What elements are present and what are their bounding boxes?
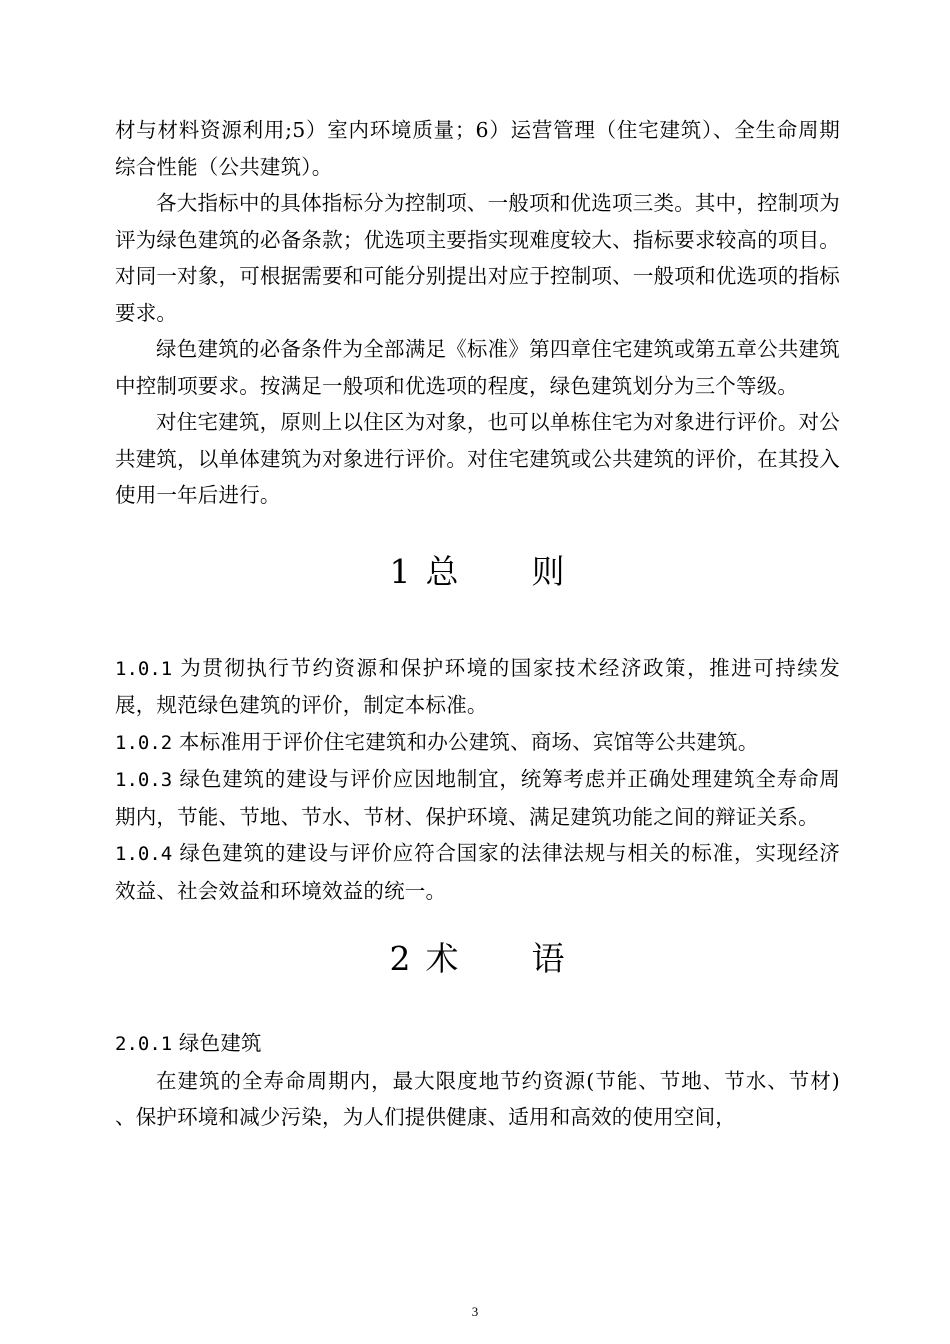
- definition-green-building: 在建筑的全寿命周期内，最大限度地节约资源(节能、节地、节水、节材) 、保护环境和减少污染，为人们提供健康、适用和高效的使用空间，: [115, 1068, 840, 1129]
- clause-text: 绿色建筑的建设与评价应符合国家的法律法规与相关的标准，实现经济效益、社会效益和环境效益的统一。: [115, 841, 840, 903]
- clause-1-0-1: [115, 650, 840, 724]
- clause-text: 为贯彻执行节约资源和保护环境的国家技术经济政策，推进可持续发展，规范绿色建筑的评价，制定本标准。: [115, 655, 840, 717]
- clause-text: 绿色建筑的建设与评价应因地制宜，统筹考虑并正确处理建筑全寿命周期内，节能、节地、节水、节材、保护环境、满足建筑功能之间的辩证关系。: [115, 767, 840, 829]
- intro-paragraph-3: 绿色建筑的必备条件为全部满足《标准》第四章住宅建筑或第五章公共建筑中控制项要求。按满足一般项和优选项的程度，绿色建筑划分为三个等级。: [115, 337, 840, 398]
- clause-number: 1.0.3: [115, 769, 173, 791]
- clause-text: 本标准用于评价住宅建筑和办公建筑、商场、宾馆等公共建筑。: [172, 729, 759, 754]
- intro-paragraph-4: 对住宅建筑，原则上以住区为对象，也可以单栋住宅为对象进行评价。对公共建筑，以单体建筑为对象进行评价。对住宅建筑或公共建筑的评价，在其投入使用一年后进行。: [115, 410, 840, 507]
- page-number: 3: [471, 1304, 479, 1319]
- chapter-1-number: 1: [389, 551, 412, 591]
- clause-number: 2.0.1: [115, 1033, 173, 1055]
- intro-paragraph-2: 各大指标中的具体指标分为控制项、一般项和优选项三类。其中，控制项为评为绿色建筑的必备条款；优选项主要指实现难度较大、指标要求较高的项目。对同一对象，可根据需要和可能分别提出对应于控制项、一般项和优选项的指标要求。: [115, 191, 840, 325]
- chapter-1-title-char-1: 总: [425, 551, 460, 591]
- clause-1-0-4: [115, 835, 840, 909]
- chapter-2-number: 2: [389, 939, 412, 978]
- intro-paragraph-1: 材与材料资源利用;5）室内环境质量；6）运营管理（住宅建筑）、全生命周期综合性能（公共建筑）。: [115, 118, 840, 179]
- clause-number: 1.0.4: [115, 843, 173, 865]
- clause-2-0-1: [115, 1025, 840, 1063]
- clause-1-0-3: [115, 761, 840, 835]
- clause-number: 1.0.2: [115, 731, 173, 754]
- chapter-2-title-char-1: 术: [425, 939, 460, 978]
- clause-text: 绿色建筑: [172, 1031, 262, 1055]
- chapter-2-heading: [115, 939, 840, 979]
- page-content: [115, 112, 840, 1136]
- clause-number: 1.0.1: [115, 657, 173, 680]
- clause-1-0-2: [115, 724, 840, 762]
- chapter-2-title-char-2: 语: [531, 939, 566, 978]
- chapter-1-heading: [115, 552, 840, 592]
- chapter-1-title-char-2: 则: [531, 551, 566, 591]
